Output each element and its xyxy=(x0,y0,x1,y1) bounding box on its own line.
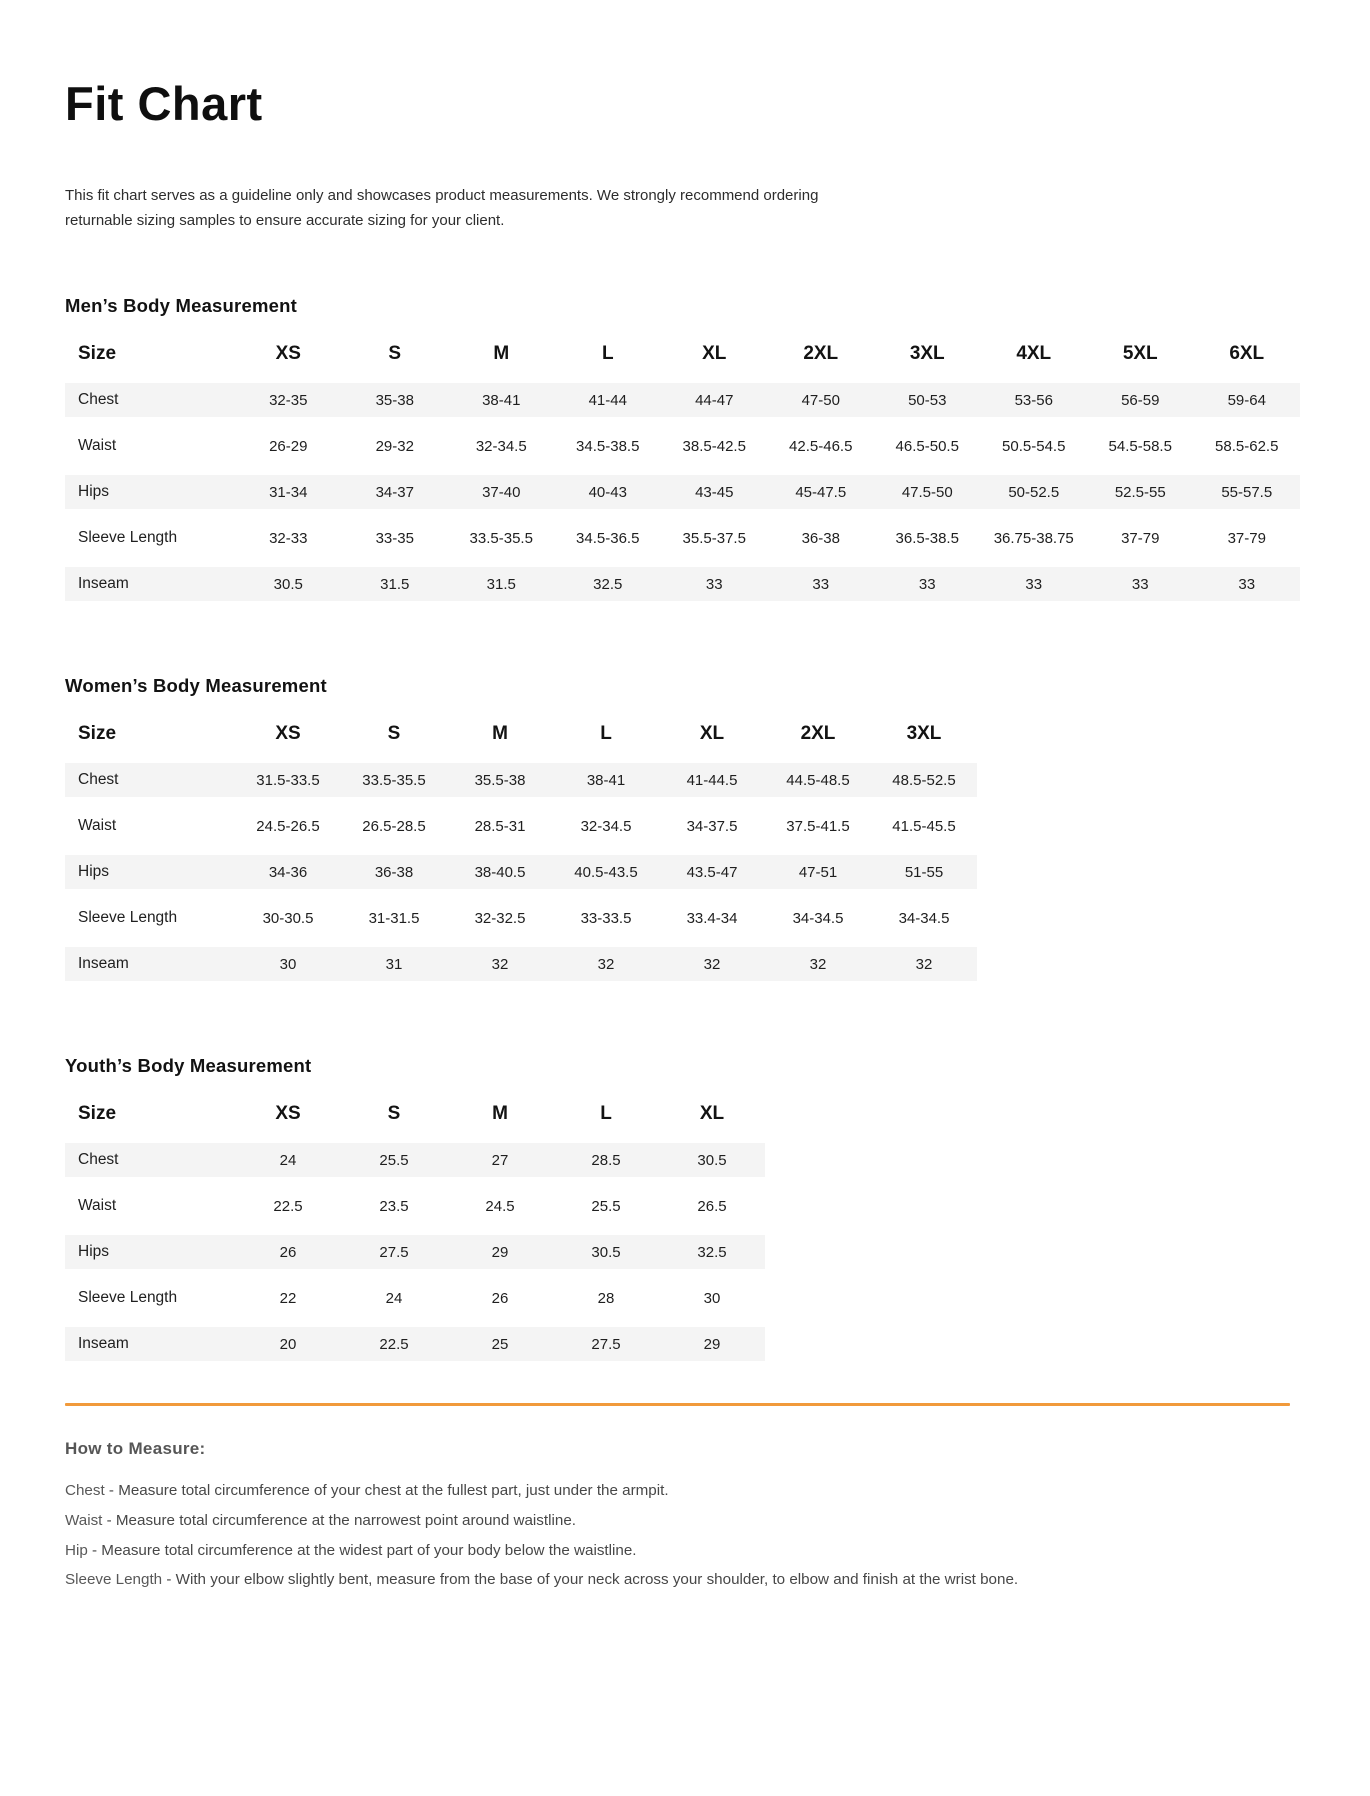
value-cell: 43-45 xyxy=(661,475,768,509)
mens-measurement-table xyxy=(65,325,1300,613)
value-cell: 44-47 xyxy=(661,383,768,417)
value-cell: 27.5 xyxy=(553,1327,659,1361)
intro-text xyxy=(65,183,1305,233)
size-header-cell: 2XL xyxy=(800,723,836,745)
table-row xyxy=(65,855,977,889)
table-row xyxy=(65,1327,765,1361)
value-cell: 34.5-38.5 xyxy=(576,437,640,455)
value-cell: 24 xyxy=(235,1143,341,1177)
value-cell: 29-32 xyxy=(375,437,414,455)
value-cell: 20 xyxy=(235,1327,341,1361)
size-header-row xyxy=(65,337,1300,371)
value-cell: 33.5-35.5 xyxy=(341,763,447,797)
size-header-cell: S xyxy=(387,723,401,745)
value-cell: 52.5-55 xyxy=(1087,475,1194,509)
value-cell: 45-47.5 xyxy=(768,475,875,509)
size-header-cell: XS xyxy=(275,723,301,745)
row-label: Hips xyxy=(65,475,235,509)
value-cell: 32-34.5 xyxy=(580,817,632,835)
size-header-cell: XL xyxy=(699,723,725,745)
value-cell: 40.5-43.5 xyxy=(553,855,659,889)
youths-section-title: Youth’s Body Measurement xyxy=(65,1055,312,1077)
value-cell: 26 xyxy=(235,1235,341,1269)
size-header-cell: XS xyxy=(275,1103,301,1125)
measure-item-separator: - xyxy=(87,1541,102,1559)
value-cell: 55-57.5 xyxy=(1194,475,1301,509)
value-cell: 46.5-50.5 xyxy=(895,437,959,455)
measure-item-text: Measure total circumference at the narrowest point around waistline. xyxy=(115,1511,576,1529)
row-label: Inseam xyxy=(65,1327,235,1361)
measure-item-text: Measure total circumference of your chest at the fullest part, just under the armpit. xyxy=(118,1482,669,1500)
table-row xyxy=(65,763,977,797)
measure-item-separator: - xyxy=(104,1482,119,1500)
size-header-cell: M xyxy=(493,343,510,365)
value-cell: 32.5 xyxy=(659,1235,765,1269)
intro-line-1: This fit chart serves as a guideline only and showcases product measurements. We strongly recommend ordering xyxy=(65,187,819,204)
size-header-cell: XS xyxy=(275,343,301,365)
value-cell: 33.5-35.5 xyxy=(469,529,533,547)
table-row xyxy=(65,1143,765,1177)
value-cell: 26-29 xyxy=(269,437,308,455)
table-row xyxy=(65,521,1300,555)
table-row xyxy=(65,1189,765,1223)
value-cell: 32 xyxy=(871,947,977,981)
value-cell: 41.5-45.5 xyxy=(892,817,956,835)
value-cell: 32-33 xyxy=(269,529,308,547)
size-header-cell: M xyxy=(492,723,508,745)
value-cell: 38-41 xyxy=(553,763,659,797)
value-cell: 32 xyxy=(447,947,553,981)
value-cell: 32-34.5 xyxy=(475,437,527,455)
table-row xyxy=(65,1235,765,1269)
row-label: Waist xyxy=(78,817,117,835)
value-cell: 33 xyxy=(1194,567,1301,601)
value-cell: 47.5-50 xyxy=(874,475,981,509)
value-cell: 35.5-38 xyxy=(447,763,553,797)
value-cell: 44.5-48.5 xyxy=(765,763,871,797)
size-header-cell: 5XL xyxy=(1122,343,1158,365)
row-label: Hips xyxy=(65,1235,235,1269)
value-cell: 30.5 xyxy=(659,1143,765,1177)
row-label: Chest xyxy=(65,1143,235,1177)
womens-section-title: Women’s Body Measurement xyxy=(65,675,327,697)
size-header-cell: XL xyxy=(702,343,727,365)
value-cell: 25.5 xyxy=(591,1197,621,1215)
value-cell: 29 xyxy=(659,1327,765,1361)
value-cell: 30-30.5 xyxy=(262,909,314,927)
table-row xyxy=(65,901,977,935)
table-row xyxy=(65,475,1300,509)
measure-item xyxy=(65,1510,1305,1532)
size-header-cell: 3XL xyxy=(909,343,945,365)
measure-item xyxy=(65,1540,1305,1562)
value-cell: 37-79 xyxy=(1121,529,1160,547)
intro-line-2: returnable sizing samples to ensure accurate sizing for your client. xyxy=(65,212,505,230)
value-cell: 31.5-33.5 xyxy=(235,763,341,797)
value-cell: 38.5-42.5 xyxy=(682,437,746,455)
size-header-label: Size xyxy=(78,1103,117,1125)
value-cell: 33 xyxy=(1087,567,1194,601)
value-cell: 27 xyxy=(447,1143,553,1177)
value-cell: 34-37 xyxy=(342,475,449,509)
row-label: Chest xyxy=(65,763,235,797)
value-cell: 48.5-52.5 xyxy=(871,763,977,797)
measure-item-label: Sleeve Length xyxy=(65,1571,163,1589)
value-cell: 36.5-38.5 xyxy=(895,529,959,547)
value-cell: 35.5-37.5 xyxy=(682,529,746,547)
page-title: Fit Chart xyxy=(65,77,263,130)
mens-section-title: Men’s Body Measurement xyxy=(65,295,297,317)
value-cell: 34-36 xyxy=(235,855,341,889)
table-row xyxy=(65,567,1300,601)
size-header-cell: 6XL xyxy=(1229,343,1265,365)
value-cell: 32.5 xyxy=(555,567,662,601)
value-cell: 28.5 xyxy=(553,1143,659,1177)
value-cell: 37.5-41.5 xyxy=(786,817,850,835)
value-cell: 22.5 xyxy=(273,1197,303,1215)
value-cell: 40-43 xyxy=(555,475,662,509)
row-label: Sleeve Length xyxy=(78,1289,178,1307)
youths-measurement-table xyxy=(65,1085,765,1373)
value-cell: 22 xyxy=(279,1289,297,1307)
row-label: Sleeve Length xyxy=(78,529,178,547)
value-cell: 27.5 xyxy=(341,1235,447,1269)
row-label: Inseam xyxy=(65,567,235,601)
womens-measurement-section xyxy=(65,675,1305,993)
table-row xyxy=(65,809,977,843)
value-cell: 38-40.5 xyxy=(447,855,553,889)
size-header-cell: 4XL xyxy=(1016,343,1052,365)
value-cell: 34-37.5 xyxy=(686,817,738,835)
value-cell: 34-34.5 xyxy=(898,909,950,927)
value-cell: 30 xyxy=(703,1289,721,1307)
value-cell: 29 xyxy=(447,1235,553,1269)
value-cell: 35-38 xyxy=(342,383,449,417)
value-cell: 33-33.5 xyxy=(580,909,632,927)
size-header-cell: M xyxy=(492,1103,508,1125)
value-cell: 28 xyxy=(597,1289,615,1307)
row-label: Sleeve Length xyxy=(78,909,178,927)
table-row xyxy=(65,1281,765,1315)
value-cell: 50-53 xyxy=(874,383,981,417)
value-cell: 50-52.5 xyxy=(981,475,1088,509)
value-cell: 25 xyxy=(447,1327,553,1361)
size-header-row xyxy=(65,717,977,751)
value-cell: 37-79 xyxy=(1227,529,1266,547)
value-cell: 50.5-54.5 xyxy=(1002,437,1066,455)
how-to-measure-section xyxy=(65,1439,1305,1590)
value-cell: 38-41 xyxy=(448,383,555,417)
value-cell: 34.5-36.5 xyxy=(576,529,640,547)
size-header-cell: S xyxy=(388,343,402,365)
table-row xyxy=(65,429,1300,463)
mens-measurement-section xyxy=(65,295,1305,613)
value-cell: 53-56 xyxy=(981,383,1088,417)
how-to-measure-title: How to Measure: xyxy=(65,1439,206,1459)
size-header-label: Size xyxy=(78,343,117,365)
value-cell: 47-50 xyxy=(768,383,875,417)
size-header-cell: 3XL xyxy=(906,723,942,745)
size-header-cell: L xyxy=(600,723,612,745)
youths-measurement-section xyxy=(65,1055,1305,1373)
value-cell: 23.5 xyxy=(379,1197,409,1215)
measure-item-label: Hip xyxy=(65,1541,88,1559)
value-cell: 33 xyxy=(661,567,768,601)
value-cell: 33-35 xyxy=(375,529,414,547)
value-cell: 41-44.5 xyxy=(659,763,765,797)
size-header-cell: L xyxy=(601,343,614,365)
value-cell: 26.5 xyxy=(697,1197,727,1215)
value-cell: 31.5 xyxy=(342,567,449,601)
value-cell: 24.5 xyxy=(485,1197,515,1215)
value-cell: 31 xyxy=(341,947,447,981)
measure-item-separator: - xyxy=(102,1511,116,1529)
value-cell: 24 xyxy=(385,1289,403,1307)
size-header-cell: L xyxy=(600,1103,612,1125)
value-cell: 54.5-58.5 xyxy=(1108,437,1172,455)
measure-item-separator: - xyxy=(162,1571,176,1589)
value-cell: 36-38 xyxy=(801,529,840,547)
value-cell: 33 xyxy=(981,567,1088,601)
page-container xyxy=(0,76,1370,1591)
size-header-label: Size xyxy=(78,723,117,745)
measure-item-text: With your elbow slightly bent, measure from the base of your neck across your shoulder, to elbow and finish at the wrist bone. xyxy=(175,1571,1019,1589)
value-cell: 56-59 xyxy=(1087,383,1194,417)
value-cell: 47-51 xyxy=(765,855,871,889)
value-cell: 24.5-26.5 xyxy=(256,817,320,835)
value-cell: 25.5 xyxy=(341,1143,447,1177)
value-cell: 33 xyxy=(768,567,875,601)
value-cell: 33.4-34 xyxy=(686,909,738,927)
value-cell: 42.5-46.5 xyxy=(789,437,853,455)
value-cell: 31.5 xyxy=(448,567,555,601)
table-row xyxy=(65,383,1300,417)
value-cell: 43.5-47 xyxy=(659,855,765,889)
value-cell: 22.5 xyxy=(341,1327,447,1361)
womens-measurement-table xyxy=(65,705,977,993)
value-cell: 26.5-28.5 xyxy=(362,817,426,835)
row-label: Chest xyxy=(65,383,235,417)
value-cell: 26 xyxy=(491,1289,509,1307)
value-cell: 34-34.5 xyxy=(792,909,844,927)
value-cell: 32 xyxy=(553,947,659,981)
value-cell: 32 xyxy=(659,947,765,981)
value-cell: 31-31.5 xyxy=(368,909,420,927)
row-label: Waist xyxy=(78,437,117,455)
value-cell: 37-40 xyxy=(448,475,555,509)
value-cell: 32-35 xyxy=(235,383,342,417)
value-cell: 30 xyxy=(235,947,341,981)
size-header-cell: XL xyxy=(699,1103,725,1125)
table-row xyxy=(65,947,977,981)
how-to-measure-list xyxy=(65,1480,1305,1590)
value-cell: 51-55 xyxy=(871,855,977,889)
size-header-cell: 2XL xyxy=(803,343,839,365)
measure-item xyxy=(65,1569,1305,1591)
measure-item-label: Waist xyxy=(65,1511,103,1529)
measure-item-label: Chest xyxy=(65,1482,105,1500)
value-cell: 30.5 xyxy=(553,1235,659,1269)
value-cell: 58.5-62.5 xyxy=(1215,437,1279,455)
size-header-row xyxy=(65,1097,765,1131)
value-cell: 30.5 xyxy=(235,567,342,601)
value-cell: 32-32.5 xyxy=(474,909,526,927)
value-cell: 33 xyxy=(874,567,981,601)
value-cell: 59-64 xyxy=(1194,383,1301,417)
value-cell: 41-44 xyxy=(555,383,662,417)
row-label: Inseam xyxy=(65,947,235,981)
section-divider xyxy=(65,1403,1290,1406)
value-cell: 36-38 xyxy=(341,855,447,889)
row-label: Hips xyxy=(65,855,235,889)
row-label: Waist xyxy=(78,1197,117,1215)
value-cell: 31-34 xyxy=(235,475,342,509)
value-cell: 28.5-31 xyxy=(474,817,526,835)
value-cell: 36.75-38.75 xyxy=(993,529,1074,547)
measure-item xyxy=(65,1480,1305,1502)
size-header-cell: S xyxy=(387,1103,401,1125)
value-cell: 32 xyxy=(765,947,871,981)
measure-item-text: Measure total circumference at the widest part of your body below the waistline. xyxy=(101,1541,637,1559)
